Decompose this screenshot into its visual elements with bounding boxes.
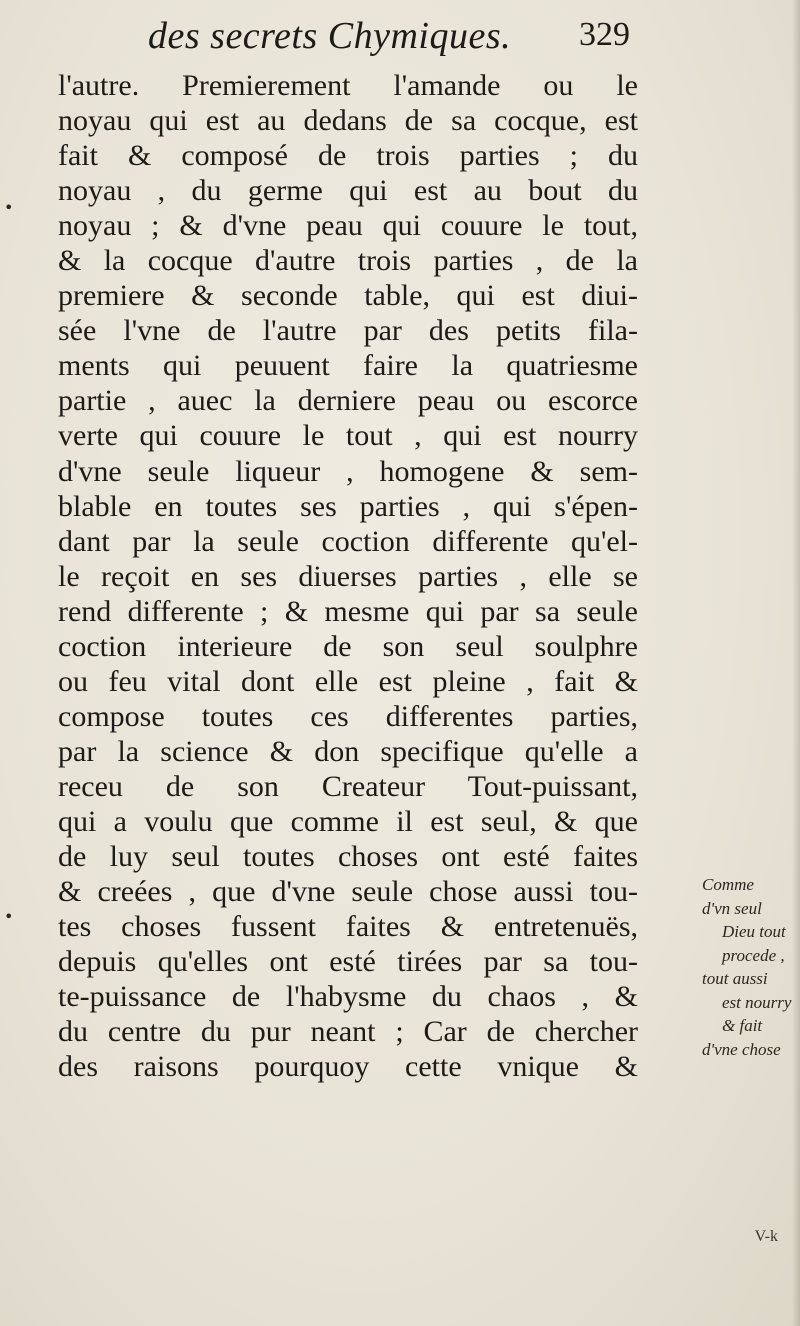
text-line: noyau ; & d'vne peau qui couure le tout, — [58, 209, 638, 243]
text-line: coction interieure de son seul soulphre — [58, 629, 638, 663]
text-line: ments qui peuuent faire la quatriesme — [58, 349, 638, 383]
margin-note: Comme — [702, 875, 754, 894]
text-line: verte qui couure le tout , qui est nourry — [58, 419, 638, 453]
margin-note: & fait — [722, 1016, 763, 1035]
text-line: sée l'vne de l'autre par des petits fila- — [58, 314, 638, 348]
margin-note: d'vn seul — [702, 898, 762, 918]
text-line: noyau , du germe qui est au bout du — [58, 174, 638, 208]
text-line: par la science & don specifique qu'elle a — [58, 734, 638, 768]
text-line: & la cocque d'autre trois parties , de la — [58, 244, 638, 278]
text-line: tes choses fussent faites & entretenuës, — [58, 910, 638, 944]
page-number: 329 — [579, 16, 630, 53]
margin-notes — [702, 873, 794, 1061]
text-line: rend differente ; & mesme qui par sa seule — [58, 594, 638, 628]
running-title: des secrets Chymiques. — [148, 15, 512, 57]
text-line: des raisons pourquoy cette vnique & — [58, 1050, 638, 1084]
text-line: de luy seul toutes choses ont esté faites — [58, 840, 638, 874]
text-line: compose toutes ces differentes parties, — [58, 699, 638, 733]
line-marker: • — [4, 198, 14, 217]
text-line: premiere & seconde table, qui est diui- — [58, 279, 638, 313]
text-line: le reçoit en ses diuerses parties , elle se — [58, 559, 638, 593]
text-line: noyau qui est au dedans de sa cocque, est — [58, 104, 638, 138]
signature-mark: V-k — [754, 1228, 778, 1245]
text-line: d'vne seule liqueur , homogene & sem- — [58, 454, 638, 488]
text-line: & creées , que d'vne seule chose aussi tou- — [58, 875, 638, 909]
text-line: partie , auec la derniere peau ou escorce — [58, 384, 638, 418]
margin-note: Dieu tout — [722, 922, 786, 941]
margin-note: d'vne chose — [702, 1039, 781, 1059]
page-header — [148, 14, 638, 64]
margin-note: tout aussi — [702, 969, 768, 988]
text-line: ou feu vital dont elle est pleine , fait & — [58, 664, 638, 698]
text-line: l'autre. Premierement l'amande ou le — [58, 69, 638, 102]
margin-note: procede , — [722, 945, 785, 965]
body-text — [58, 68, 638, 1084]
text-line: dant par la seule coction differente qu'el- — [58, 524, 638, 558]
text-line: te-puissance de l'habysme du chaos , & — [58, 980, 638, 1014]
margin-note: est nourry — [722, 992, 792, 1012]
text-line: blable en toutes ses parties , qui s'épen- — [58, 489, 638, 523]
text-line: fait & composé de trois parties ; du — [58, 139, 638, 173]
line-marker: • — [4, 907, 14, 926]
text-line: receu de son Createur Tout-puissant, — [58, 769, 638, 803]
page-edge-shadow — [792, 0, 800, 1326]
text-line: depuis qu'elles ont esté tirées par sa tou- — [58, 945, 638, 979]
text-line: qui a voulu que comme il est seul, & que — [58, 804, 638, 838]
text-line: du centre du pur neant ; Car de chercher — [58, 1015, 638, 1049]
